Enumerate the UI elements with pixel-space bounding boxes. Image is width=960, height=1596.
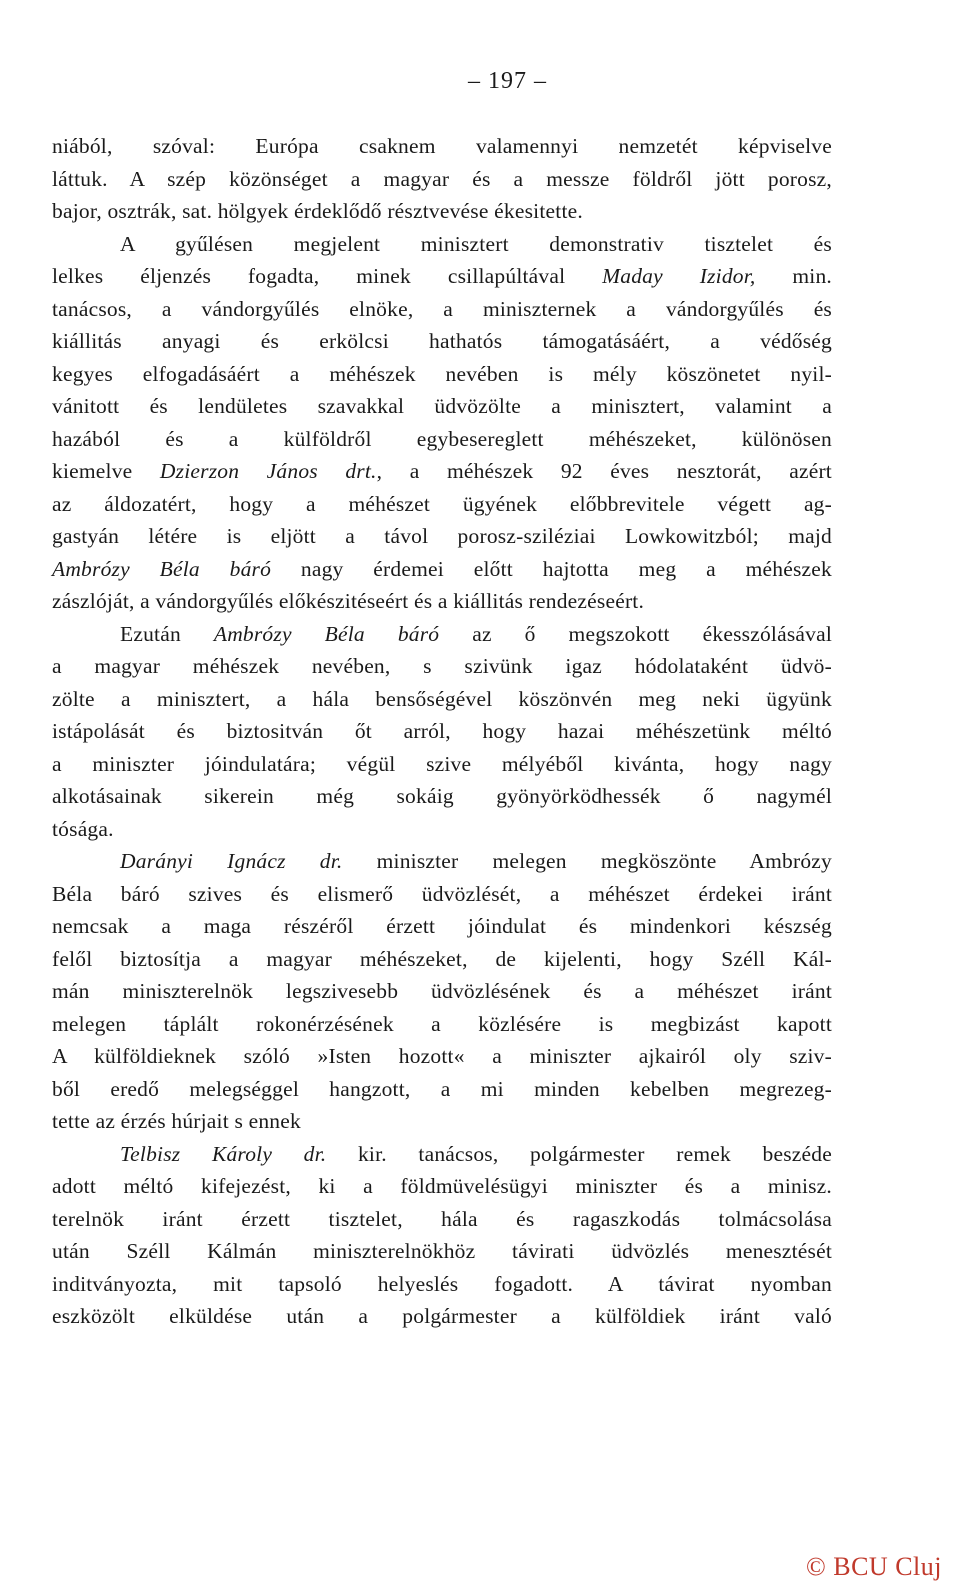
text-line: alkotásainak sikerein még sokáig gyönyörködhessék ő nagymél xyxy=(52,784,832,808)
text-line: mán miniszterelnök legszivesebb üdvözlésének és a méhészet iránt xyxy=(52,979,832,1003)
text-line: niából, szóval: Európa csaknem valamennyi nemzetét képviselve xyxy=(52,134,832,158)
text-run: min. xyxy=(755,264,832,288)
text-line: terelnök iránt érzett tisztelet, hála és ragaszkodás tolmácsolása xyxy=(52,1206,832,1231)
text-line: kiállitás anyagi és erkölcsi hathatós támogatásáért, a védőség xyxy=(52,329,832,353)
text-run: nagy érdemei előtt hajtotta meg a méhészek xyxy=(271,556,832,581)
text-run: Ezután xyxy=(120,621,214,646)
text-run: lelkes éljenzés fogadta, minek csillapúltával xyxy=(52,264,603,288)
text-line: inditványozta, mit tapsoló helyeslés fogadott. A távirat nyomban xyxy=(52,1271,832,1296)
text-line: zölte a minisztert, a hála bensőségével köszönvén meg neki ügyünk xyxy=(52,686,832,711)
text-line xyxy=(52,260,832,293)
text-line: tanácsos, a vándorgyűlés elnöke, a miniszternek a vándorgyűlés és xyxy=(52,296,832,321)
text-line xyxy=(52,1138,832,1171)
text-line: istápolását és biztositván őt arról, hogy hazai méhészetünk méltó xyxy=(52,719,832,743)
text-line xyxy=(52,618,832,651)
text-line: tósága. xyxy=(52,816,114,841)
italic-name: Ambrózy Béla báró xyxy=(213,621,440,646)
page-number: – 197 – xyxy=(468,68,547,94)
italic-name: Ambrózy Béla báró xyxy=(52,556,272,581)
italic-name: Maday Izidor, xyxy=(602,264,756,288)
text-line: melegen táplált rokonérzésének a közlésére is megbizást kapott xyxy=(52,1011,832,1036)
text-line: gastyán létére is eljött a távol porosz-sziléziai Lowkowitzból; majd xyxy=(52,524,832,548)
text-line xyxy=(52,553,832,586)
text-run: miniszter melegen megköszönte Ambrózy xyxy=(342,849,832,873)
text-line: Béla báró szives és elismerő üdvözlését, a méhészet érdekei iránt xyxy=(52,881,832,906)
text-line: felől biztosítja a magyar méhészeket, de kijelenti, hogy Széll Kál- xyxy=(52,946,832,971)
text-line: bajor, osztrák, sat. hölgyek érdeklődő résztvevése ékesitette. xyxy=(52,199,583,223)
text-line: nemcsak a maga részéről érzett jóindulat és mindenkori készség xyxy=(52,914,832,938)
italic-name: Telbisz Károly dr. xyxy=(120,1141,327,1166)
text-line xyxy=(52,455,832,488)
text-line xyxy=(52,845,832,878)
text-line: láttuk. A szép közönséget a magyar és a messze földről jött porosz, xyxy=(52,166,832,191)
text-line: kegyes elfogadásáért a méhészek nevében is mély köszönetet nyil- xyxy=(52,361,832,386)
text-line: eszközölt elküldése után a polgármester a külföldiek iránt való xyxy=(52,1304,832,1328)
text-line: A gyűlésen megjelent minisztert demonstrativ tisztelet és xyxy=(120,231,832,256)
text-line: adott méltó kifejezést, ki a földmüvelésügyi miniszter és a minisz. xyxy=(52,1174,832,1198)
text-line: az áldozatért, hogy a méhészet ügyének előbbrevitele végett ag- xyxy=(52,491,832,516)
text-line: a magyar méhészek nevében, s szivünk igaz hódolataként üdvö- xyxy=(52,654,832,678)
text-line: ből eredő melegséggel hangzott, a mi minden kebelben megrezeg- xyxy=(52,1076,832,1101)
text-run: kiemelve xyxy=(52,459,160,483)
text-line: tette az érzés húrjait s ennek xyxy=(52,1109,301,1133)
text-line: A külföldieknek szóló »Isten hozott« a miniszter ajkairól oly sziv- xyxy=(52,1044,832,1068)
body-text xyxy=(52,130,832,1333)
italic-name: Dzierzon János drt. xyxy=(159,459,377,483)
text-run: , a méhészek 92 éves nesztorát, azért xyxy=(376,459,832,483)
text-line: a miniszter jóindulatára; végül szive mélyéből kivánta, hogy nagy xyxy=(52,751,832,776)
text-run: az ő megszokott ékesszólásával xyxy=(439,621,832,646)
text-line: vánitott és lendületes szavakkal üdvözölte a minisztert, valamint a xyxy=(52,394,832,418)
text-line: zászlóját, a vándorgyűlés előkészitéseért és a kiállitás rendezéseért. xyxy=(52,589,645,613)
text-line: után Széll Kálmán miniszterelnökhöz távirati üdvözlés menesztését xyxy=(52,1239,832,1263)
italic-name: Darányi Ignácz dr. xyxy=(120,849,343,873)
watermark: © BCU Cluj xyxy=(805,1552,942,1581)
text-line: hazából és a külföldről egybesereglett méhészeket, különösen xyxy=(52,426,832,451)
text-run: kir. tanácsos, polgármester remek beszéde xyxy=(326,1141,832,1166)
